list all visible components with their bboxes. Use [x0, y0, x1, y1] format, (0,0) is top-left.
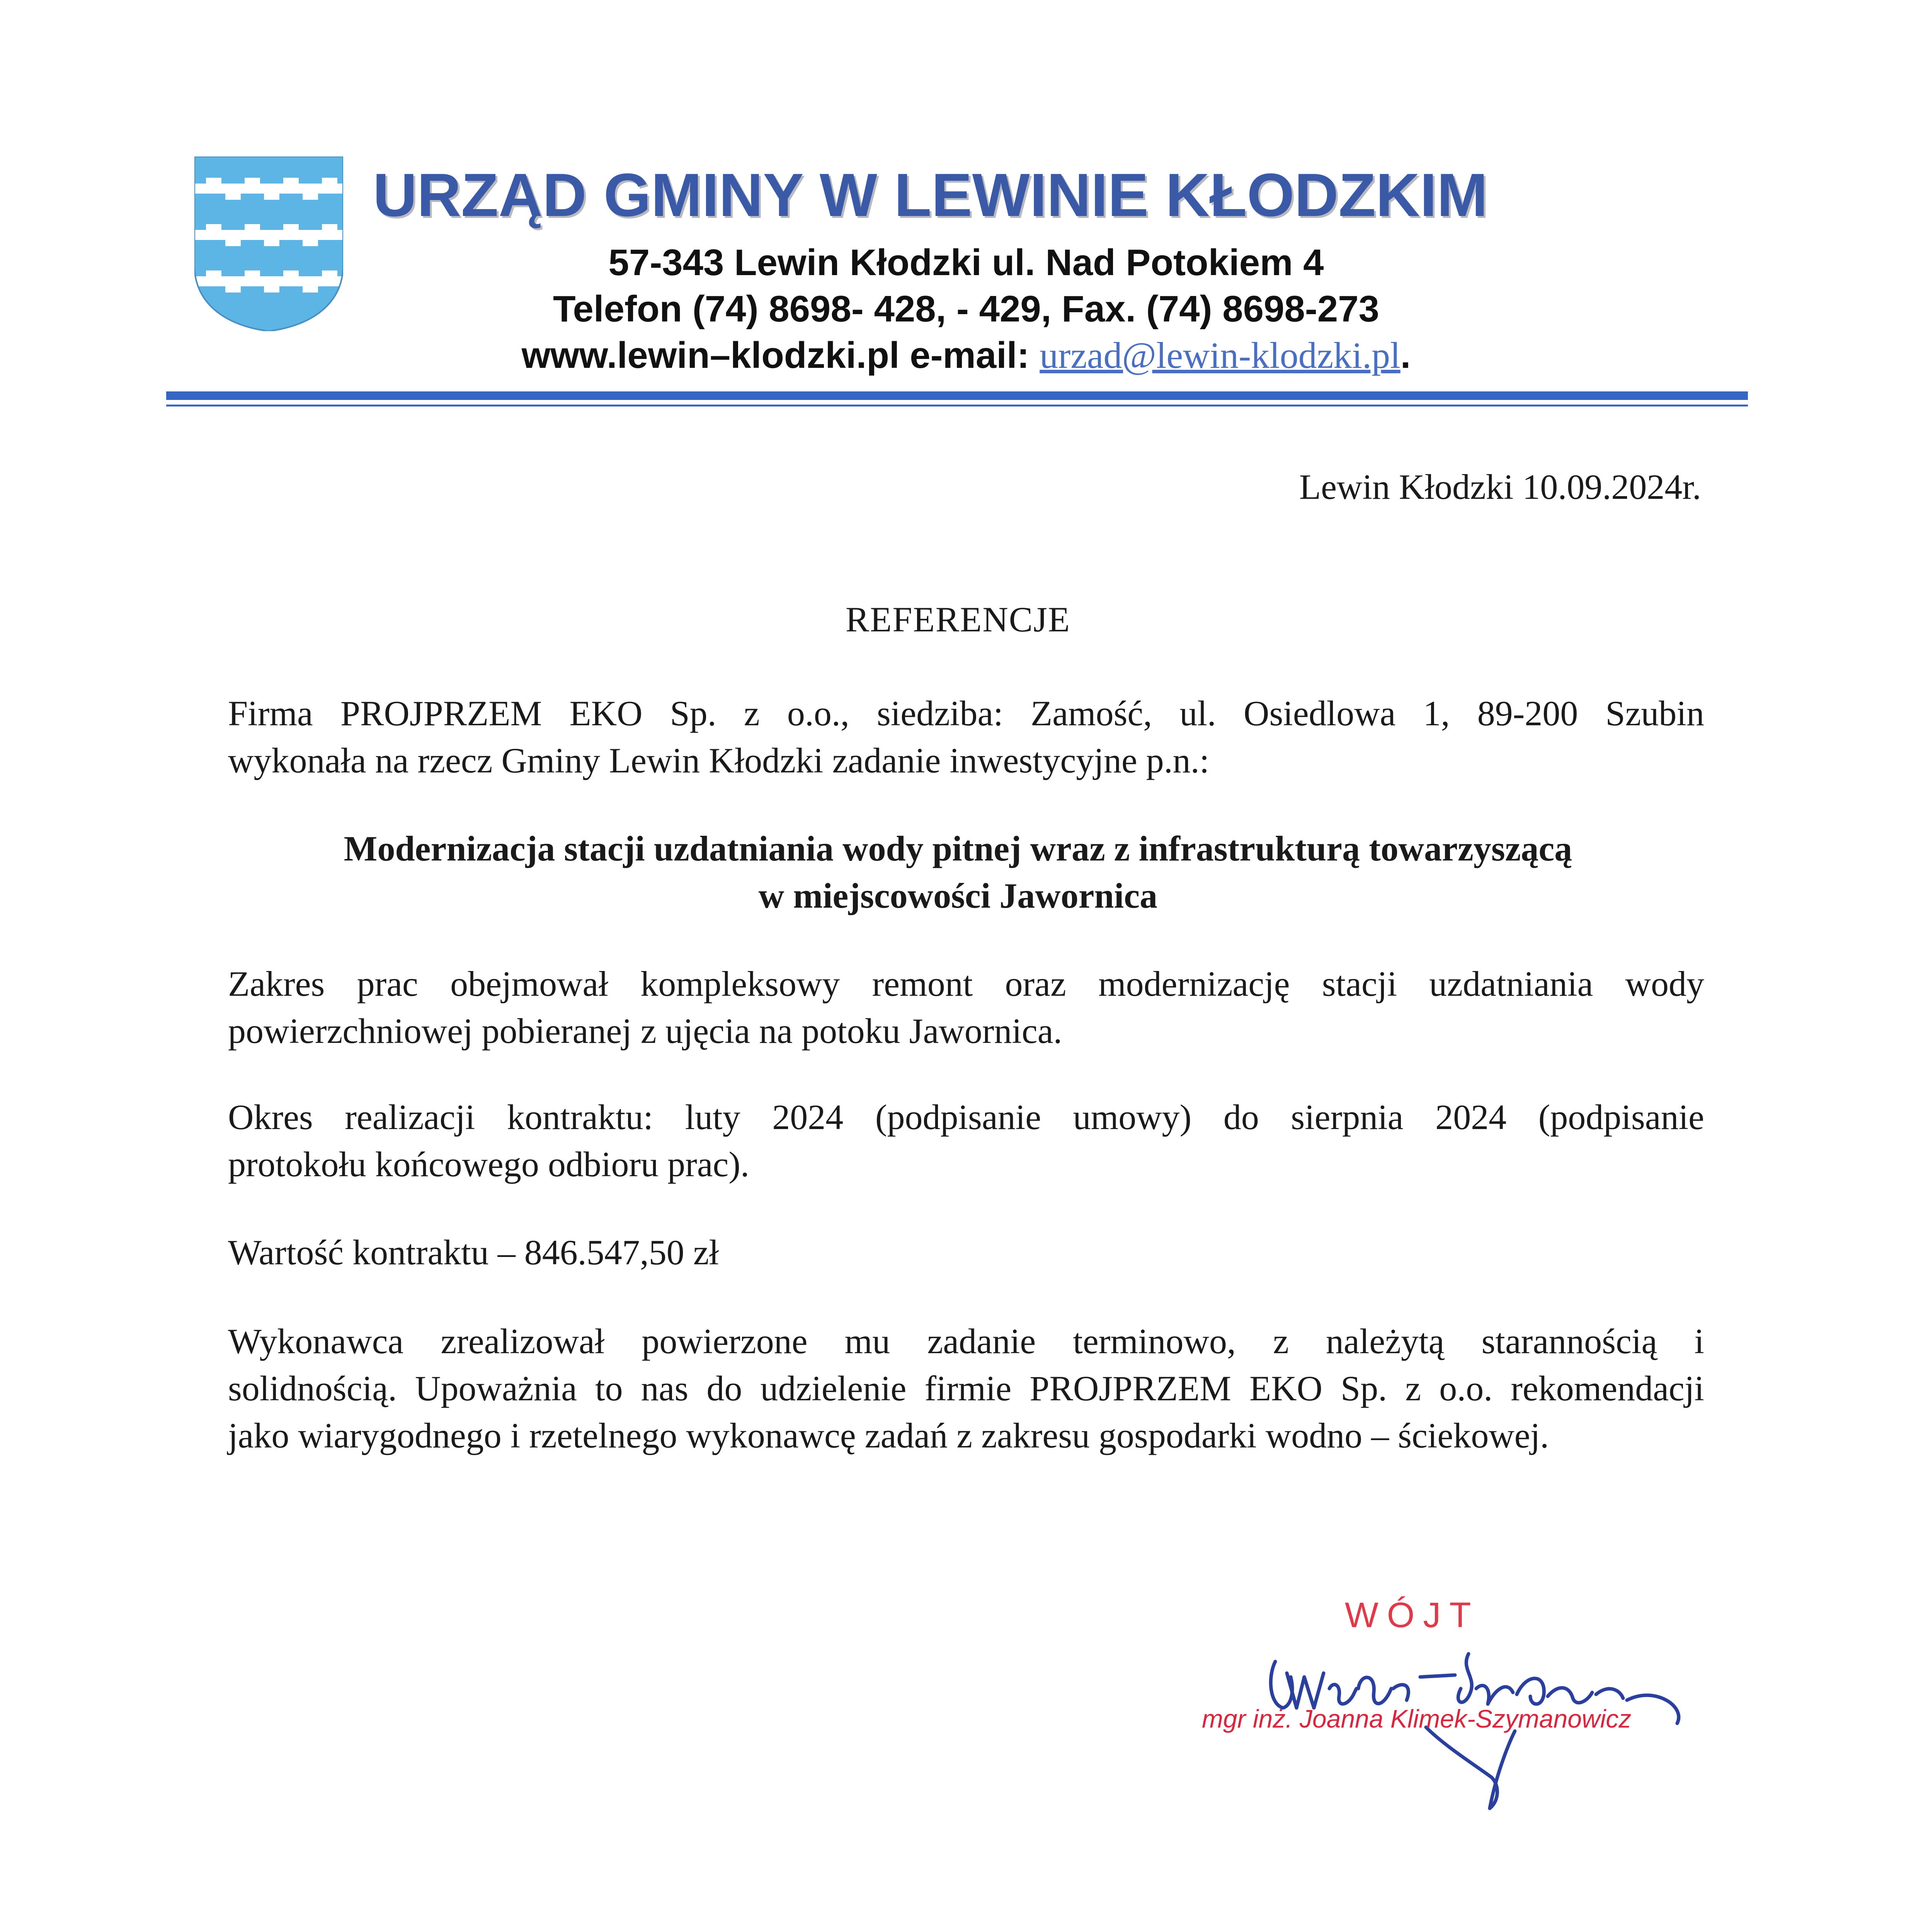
header-divider-thick — [166, 391, 1748, 400]
signer-name: mgr inż. Joanna Klimek-Szymanowicz — [1202, 1704, 1632, 1733]
contact-line — [386, 332, 1546, 379]
stamp-title: WÓJT — [1345, 1595, 1480, 1635]
period-line: protokołu końcowego odbioru prac). — [228, 1145, 750, 1184]
header-divider-thin — [166, 405, 1748, 406]
letter-title: REFERENCJE — [845, 600, 1071, 639]
scope-line: powierzchniowej pobieranej z ujęcia na potoku Jawornica. — [228, 1011, 1062, 1051]
closing-line: jako wiarygodnego i rzetelnego wykonawcę zadań z zakresu gospodarki wodno – ściekowej. — [228, 1416, 1549, 1455]
email-link[interactable]: urzad@lewin-klodzki.pl — [1040, 335, 1400, 376]
scope-line: Zakres prac obejmował kompleksowy remont oraz modernizację stacji uzdatniania wody — [228, 964, 1704, 1003]
address-line: 57-343 Lewin Kłodzki ul. Nad Potokiem 4 — [608, 242, 1324, 283]
phone-fax-line: Telefon (74) 8698- 428, - 429, Fax. (74) 8698-273 — [553, 288, 1379, 330]
intro-paragraph — [228, 690, 1704, 784]
scope-paragraph — [228, 960, 1704, 1054]
email-suffix: . — [1400, 335, 1411, 376]
organization-name: URZĄD GMINY W LEWINIE KŁODZKIM — [373, 161, 1488, 229]
coat-of-arms-icon — [194, 156, 343, 331]
contract-value — [228, 1229, 1704, 1276]
intro-line: wykonała na rzecz Gminy Lewin Kłodzki zadanie inwestycyjne p.n.: — [228, 741, 1210, 780]
intro-line: Firma PROJPRZEM EKO Sp. z o.o., siedziba: Zamość, ul. Osiedlowa 1, 89-200 Szubin — [228, 694, 1704, 733]
period-paragraph — [228, 1094, 1704, 1188]
project-line: w miejscowości Jawornica — [758, 876, 1158, 915]
period-line: Okres realizacji kontraktu: luty 2024 (podpisanie umowy) do sierpnia 2024 (podpisanie — [228, 1097, 1704, 1137]
letter-date: Lewin Kłodzki 10.09.2024r. — [1299, 467, 1701, 507]
project-name — [0, 825, 1916, 919]
closing-line: solidnością. Upoważnia to nas do udzielenie firmie PROJPRZEM EKO Sp. z o.o. rekomendacji — [228, 1369, 1704, 1408]
project-line: Modernizacja stacji uzdatniania wody pitnej wraz z infrastrukturą towarzyszącą — [344, 829, 1572, 868]
website-label: www.lewin–klodzki.pl e-mail: — [521, 335, 1040, 376]
value-line: Wartość kontraktu – 846.547,50 zł — [228, 1233, 719, 1272]
closing-paragraph — [228, 1318, 1704, 1459]
closing-line: Wykonawca zrealizował powierzone mu zadanie terminowo, z należytą starannością i — [228, 1321, 1704, 1361]
